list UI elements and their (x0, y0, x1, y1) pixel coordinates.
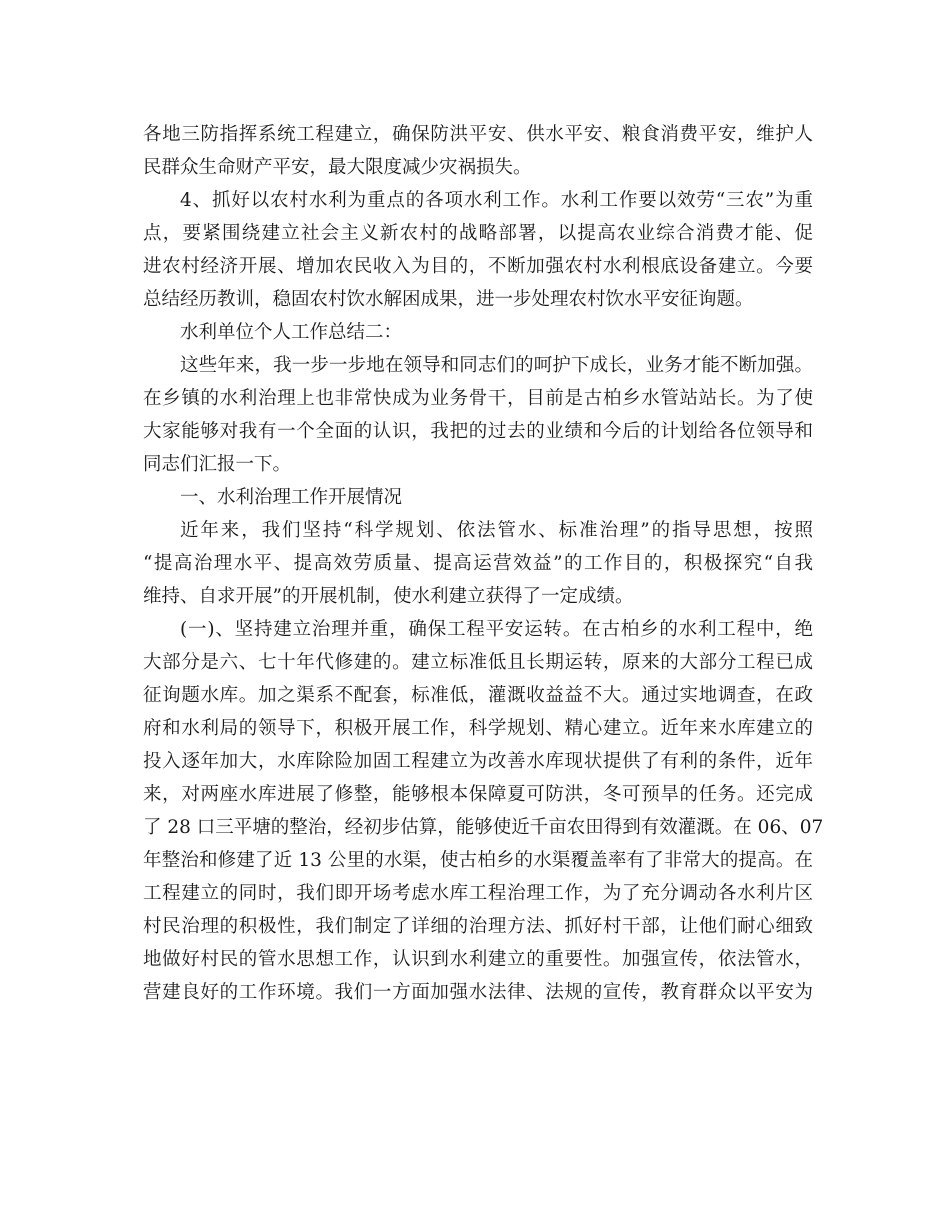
text-line: 了 28 口三平塘的整治，经初步估算，能够使近千亩农田得到有效灌溉。在 06、07 (143, 817, 824, 838)
text-line: 同志们汇报一下。 (143, 454, 292, 475)
text-line: “提高治理水平、提高效劳质量、提高运营效益”的工作目的，积极探究“自我 (143, 553, 813, 574)
text-line: 这些年来，我一步一步地在领导和同志们的呵护下成长，业务才能不断加强。 (180, 355, 813, 376)
text-line: 总结经历教训，稳固农村饮水解困成果，进一步处理农村饮水平安征询题。 (143, 289, 754, 310)
text-line: 点，要紧围绕建立社会主义新农村的战略部署，以提高农业综合消费才能、促 (143, 223, 813, 244)
text-line: 来，对两座水库进展了修整，能够根本保障夏可防洪，冬可预旱的任务。还完成 (143, 784, 813, 805)
text-line: 工程建立的同时，我们即开场考虑水库工程治理工作，为了充分调动各水利片区 (143, 883, 813, 904)
text-line: 水利单位个人工作总结二： (180, 322, 403, 343)
text-line: 各地三防指挥系统工程建立，确保防洪平安、供水平安、粮食消费平安，维护人 (143, 124, 813, 145)
document-body (143, 118, 824, 1009)
text-line: 营建良好的工作环境。我们一方面加强水法律、法规的宣传，教育群众以平安为 (143, 982, 813, 1003)
text-line: 征询题水库。加之渠系不配套，标准低，灌溉收益益不大。通过实地调查，在政 (143, 685, 813, 706)
text-line: 年整治和修建了近 13 公里的水渠，使古柏乡的水渠覆盖率有了非常大的提高。在 (143, 850, 813, 871)
text-line: 进农村经济开展、增加农民收入为目的，不断加强农村水利根底设备建立。今要 (143, 256, 813, 277)
text-line: 一、水利治理工作开展情况 (180, 487, 403, 508)
text-line: 地做好村民的管水思想工作，认识到水利建立的重要性。加强宣传，依法管水， (143, 949, 813, 970)
text-line: 维持、自求开展”的开展机制，使水利建立获得了一定成绩。 (143, 586, 634, 607)
text-line: 村民治理的积极性，我们制定了详细的治理方法、抓好村干部，让他们耐心细致 (143, 916, 813, 937)
text-line: (一)、坚持建立治理并重，确保工程平安运转。在古柏乡的水利工程中，绝 (180, 619, 813, 640)
text-line: 民群众生命财产平安，最大限度减少灾祸损失。 (143, 157, 532, 178)
text-line: 4、抓好以农村水利为重点的各项水利工作。水利工作要以效劳“三农”为重 (180, 190, 813, 211)
text-line: 在乡镇的水利治理上也非常快成为业务骨干，目前是古柏乡水管站站长。为了使 (143, 388, 813, 409)
text-line: 大部分是六、七十年代修建的。建立标准低且长期运转，原来的大部分工程已成 (143, 652, 813, 673)
text-line: 近年来，我们坚持“科学规划、依法管水、标准治理”的指导思想，按照 (180, 520, 813, 541)
text-line: 府和水利局的领导下，积极开展工作，科学规划、精心建立。近年来水库建立的 (143, 718, 813, 739)
text-line: 大家能够对我有一个全面的认识，我把的过去的业绩和今后的计划给各位领导和 (143, 421, 813, 442)
text-line: 投入逐年加大，水库除险加固工程建立为改善水库现状提供了有利的条件，近年 (143, 751, 813, 772)
